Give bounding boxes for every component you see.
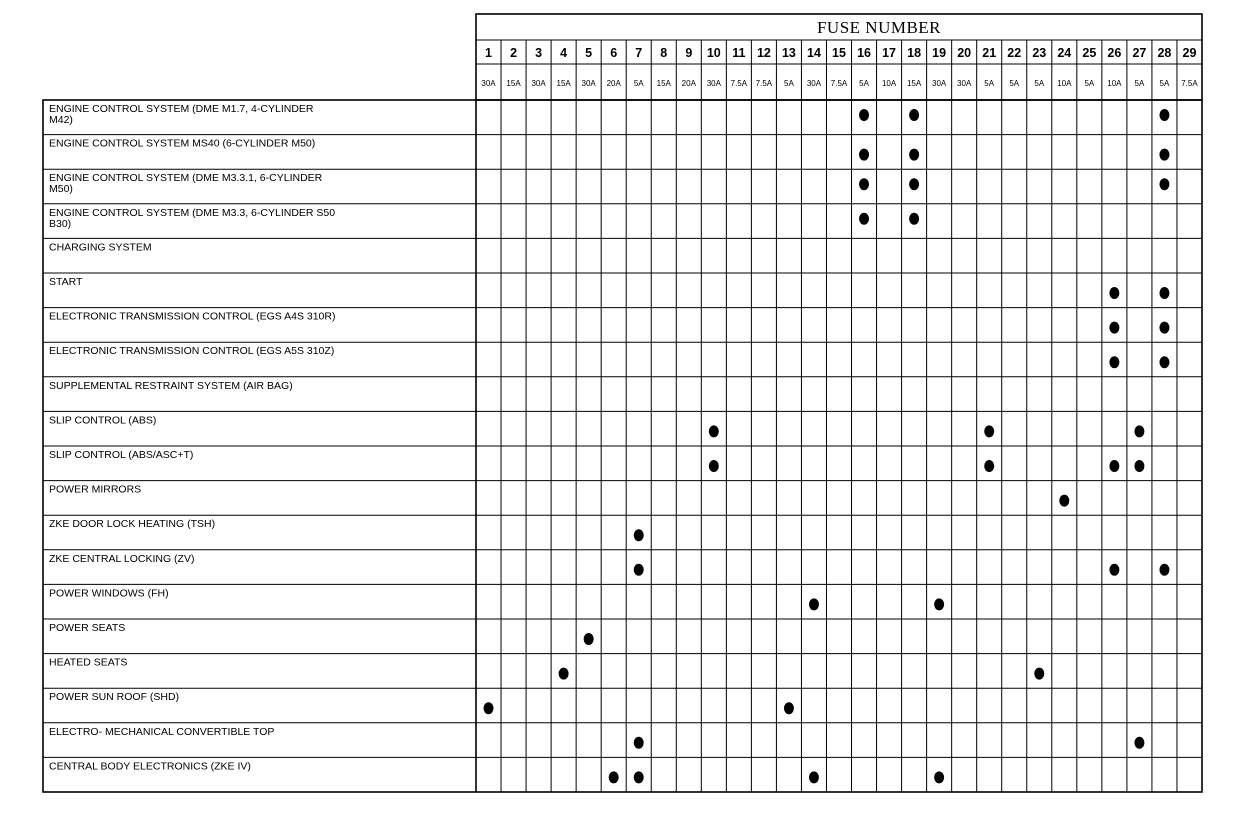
fuse-rating-21: 5A [984, 79, 995, 88]
fuse-dot-row16-fuse5 [584, 633, 594, 645]
fuse-rating-11: 7.5A [730, 79, 748, 88]
fuse-dot-row18-fuse1 [484, 702, 494, 714]
fuse-header [481, 18, 1198, 88]
fuse-rating-27: 5A [1134, 79, 1145, 88]
fuse-dot-row6-fuse26 [1109, 287, 1119, 299]
fuse-rating-14: 30A [806, 79, 822, 88]
fuse-dot-row20-fuse6 [609, 771, 619, 783]
fuse-number-7: 7 [635, 46, 643, 60]
fuse-number-29: 29 [1182, 46, 1197, 60]
fuse-dot-row7-fuse26 [1109, 322, 1119, 334]
fuse-number-6: 6 [610, 46, 618, 60]
fuse-number-4: 4 [560, 46, 568, 60]
system-label: ENGINE CONTROL SYSTEM (DME M1.7, 4-CYLINDER [49, 103, 314, 115]
fuse-dot-row8-fuse28 [1159, 356, 1169, 368]
system-row [49, 518, 215, 530]
fuse-rating-10: 30A [706, 79, 721, 88]
system-row [49, 311, 335, 323]
system-row [49, 691, 179, 703]
system-label: ELECTRO- MECHANICAL CONVERTIBLE TOP [49, 725, 275, 738]
fuse-number-13: 13 [781, 46, 796, 60]
fuse-rating-20: 30A [957, 79, 972, 88]
fuse-dot-row3-fuse16 [859, 178, 869, 190]
system-row [49, 414, 156, 426]
system-row [49, 657, 127, 669]
fuse-number-22: 22 [1007, 46, 1022, 60]
system-label: M42) [49, 114, 73, 126]
system-row [49, 449, 193, 461]
fuse-rating-2: 15A [506, 79, 521, 88]
fuse-dot-row17-fuse4 [559, 668, 569, 680]
fuse-rating-1: 30A [481, 79, 496, 88]
fuse-rating-25: 5A [1084, 79, 1095, 88]
system-row [49, 553, 194, 565]
fuse-number-12: 12 [756, 46, 771, 60]
fuse-dot-row11-fuse27 [1134, 460, 1144, 472]
fuse-dot-row3-fuse28 [1159, 178, 1169, 190]
system-label: ENGINE CONTROL SYSTEM (DME M3.3.1, 6-CYLINDER [49, 172, 323, 185]
system-label: CENTRAL BODY ELECTRONICS (ZKE IV) [49, 760, 251, 773]
fuse-dot-row4-fuse18 [909, 213, 919, 225]
fuse-dot-row12-fuse24 [1059, 495, 1069, 507]
fuse-dot-row19-fuse7 [634, 737, 644, 749]
fuse-rating-23: 5A [1034, 79, 1045, 88]
fuse-number-19: 19 [932, 46, 947, 60]
system-label: SLIP CONTROL (ABS/ASC+T) [49, 449, 194, 461]
fuse-dot-row15-fuse14 [809, 598, 819, 610]
fuse-rating-24: 10A [1057, 79, 1072, 88]
system-label: ZKE CENTRAL LOCKING (ZV) [49, 552, 195, 565]
fuse-number-25: 25 [1082, 46, 1097, 60]
system-label: M50) [49, 183, 73, 196]
system-label: ZKE DOOR LOCK HEATING (TSH) [49, 518, 216, 531]
fuse-rating-3: 30A [531, 79, 546, 88]
fuse-number-10: 10 [706, 46, 721, 60]
system-row [49, 103, 314, 126]
system-label: POWER SEATS [49, 622, 126, 634]
fuse-rating-22: 5A [1009, 79, 1020, 88]
fuse-dot-row10-fuse10 [709, 425, 719, 437]
fuse-number-2: 2 [510, 46, 518, 60]
fuse-number-17: 17 [882, 46, 897, 60]
fuse-rating-9: 20A [681, 79, 696, 88]
fuse-rating-29: 7.5A [1181, 79, 1198, 88]
fuse-rating-12: 7.5A [755, 79, 773, 88]
fuse-dot-row6-fuse28 [1159, 287, 1169, 299]
fuse-rating-18: 15A [906, 79, 922, 88]
system-row [49, 380, 293, 392]
fuse-dot-row11-fuse10 [709, 460, 719, 472]
fuse-number-16: 16 [857, 46, 871, 60]
fuse-rating-19: 30A [932, 79, 947, 88]
fuse-number-27: 27 [1132, 46, 1147, 60]
fuse-rating-4: 15A [556, 79, 571, 88]
fuse-rating-17: 10A [881, 79, 897, 88]
fuse-number-8: 8 [660, 46, 668, 60]
fuse-dot-row19-fuse27 [1134, 737, 1144, 749]
fuse-number-18: 18 [907, 46, 922, 60]
system-label: ELECTRONIC TRANSMISSION CONTROL (EGS A5S 310Z) [49, 345, 335, 358]
system-label: SLIP CONTROL (ABS) [49, 414, 157, 427]
fuse-dot-row18-fuse13 [784, 702, 794, 714]
fuse-rating-7: 5A [633, 79, 644, 88]
fuse-number-20: 20 [957, 46, 972, 60]
fuse-number-3: 3 [535, 46, 543, 60]
fuse-dot-row10-fuse27 [1134, 425, 1144, 437]
system-row [49, 760, 251, 772]
fuse-rating-28: 5A [1159, 79, 1170, 88]
system-label: SUPPLEMENTAL RESTRAINT SYSTEM (AIR BAG) [49, 379, 293, 392]
fuse-number-11: 11 [732, 46, 746, 60]
system-label: ENGINE CONTROL SYSTEM MS40 (6-CYLINDER M50) [49, 137, 316, 150]
grid-lines [43, 14, 1202, 792]
fuse-number-15: 15 [832, 46, 846, 60]
system-row [49, 138, 315, 150]
fuse-number-24: 24 [1057, 46, 1072, 60]
fuse-dot-row2-fuse28 [1159, 149, 1169, 161]
fuse-rating-15: 7.5A [830, 79, 848, 88]
fuse-dot-row11-fuse26 [1109, 460, 1119, 472]
fuse-number-14: 14 [807, 46, 821, 60]
fuse-dot-row8-fuse26 [1109, 356, 1119, 368]
fuse-rating-5: 30A [581, 79, 596, 88]
fuse-dot-row13-fuse7 [634, 529, 644, 541]
system-label: ELECTRONIC TRANSMISSION CONTROL (EGS A4S 310R) [49, 310, 336, 323]
system-label: POWER SUN ROOF (SHD) [49, 691, 180, 704]
system-label: B30) [49, 217, 72, 230]
fuse-dot-row17-fuse23 [1034, 668, 1044, 680]
system-row [49, 622, 125, 634]
fuse-rating-6: 20A [606, 79, 621, 88]
system-row [49, 484, 141, 496]
fuse-number-5: 5 [585, 46, 593, 60]
system-label: POWER WINDOWS (FH) [49, 587, 169, 600]
fuse-dot-row20-fuse14 [809, 771, 819, 783]
fuse-dot-row2-fuse16 [859, 149, 869, 161]
fuse-dot-row20-fuse7 [634, 771, 644, 783]
fuse-dot-row7-fuse28 [1159, 322, 1169, 334]
fuse-dot-row1-fuse28 [1159, 109, 1169, 121]
system-label: CHARGING SYSTEM [49, 241, 152, 254]
fuse-dot-row11-fuse21 [984, 460, 994, 472]
fuse-dot-row4-fuse16 [859, 213, 869, 225]
fuse-dot-row1-fuse16 [859, 109, 869, 121]
fuse-number-1: 1 [485, 46, 492, 60]
fuse-rating-13: 5A [784, 79, 794, 88]
system-row [49, 172, 323, 195]
system-label: ENGINE CONTROL SYSTEM (DME M3.3, 6-CYLINDER S50 [49, 206, 336, 219]
fuse-dot-row15-fuse19 [934, 598, 944, 610]
fuse-number-9: 9 [685, 46, 693, 60]
fuse-dot-row14-fuse26 [1109, 564, 1119, 576]
fuse-dot-row2-fuse18 [909, 149, 919, 161]
system-row [49, 241, 152, 253]
system-label: POWER MIRRORS [49, 483, 142, 496]
system-row [49, 587, 169, 599]
fuse-rating-8: 15A [656, 79, 671, 88]
system-row [49, 207, 335, 230]
fuse-number-title: FUSE NUMBER [816, 18, 942, 37]
fuse-number-26: 26 [1107, 46, 1122, 60]
fuse-number-21: 21 [982, 46, 997, 60]
fuse-dot-row14-fuse7 [634, 564, 644, 576]
fuse-dot-row10-fuse21 [984, 425, 994, 437]
fuse-number-28: 28 [1157, 46, 1172, 60]
fuse-dot-row14-fuse28 [1159, 564, 1169, 576]
fuse-dot-row1-fuse18 [909, 109, 919, 121]
system-row [49, 276, 83, 288]
system-label: HEATED SEATS [49, 656, 128, 669]
fuse-rating-26: 10A [1107, 79, 1122, 88]
fuse-number-23: 23 [1032, 46, 1047, 60]
system-row [49, 726, 274, 738]
fuse-dot-row20-fuse19 [934, 771, 944, 783]
system-label: START [49, 276, 83, 288]
fuse-rating-16: 5A [859, 79, 869, 88]
fuse-dot-row3-fuse18 [909, 178, 919, 190]
system-row [49, 345, 334, 357]
